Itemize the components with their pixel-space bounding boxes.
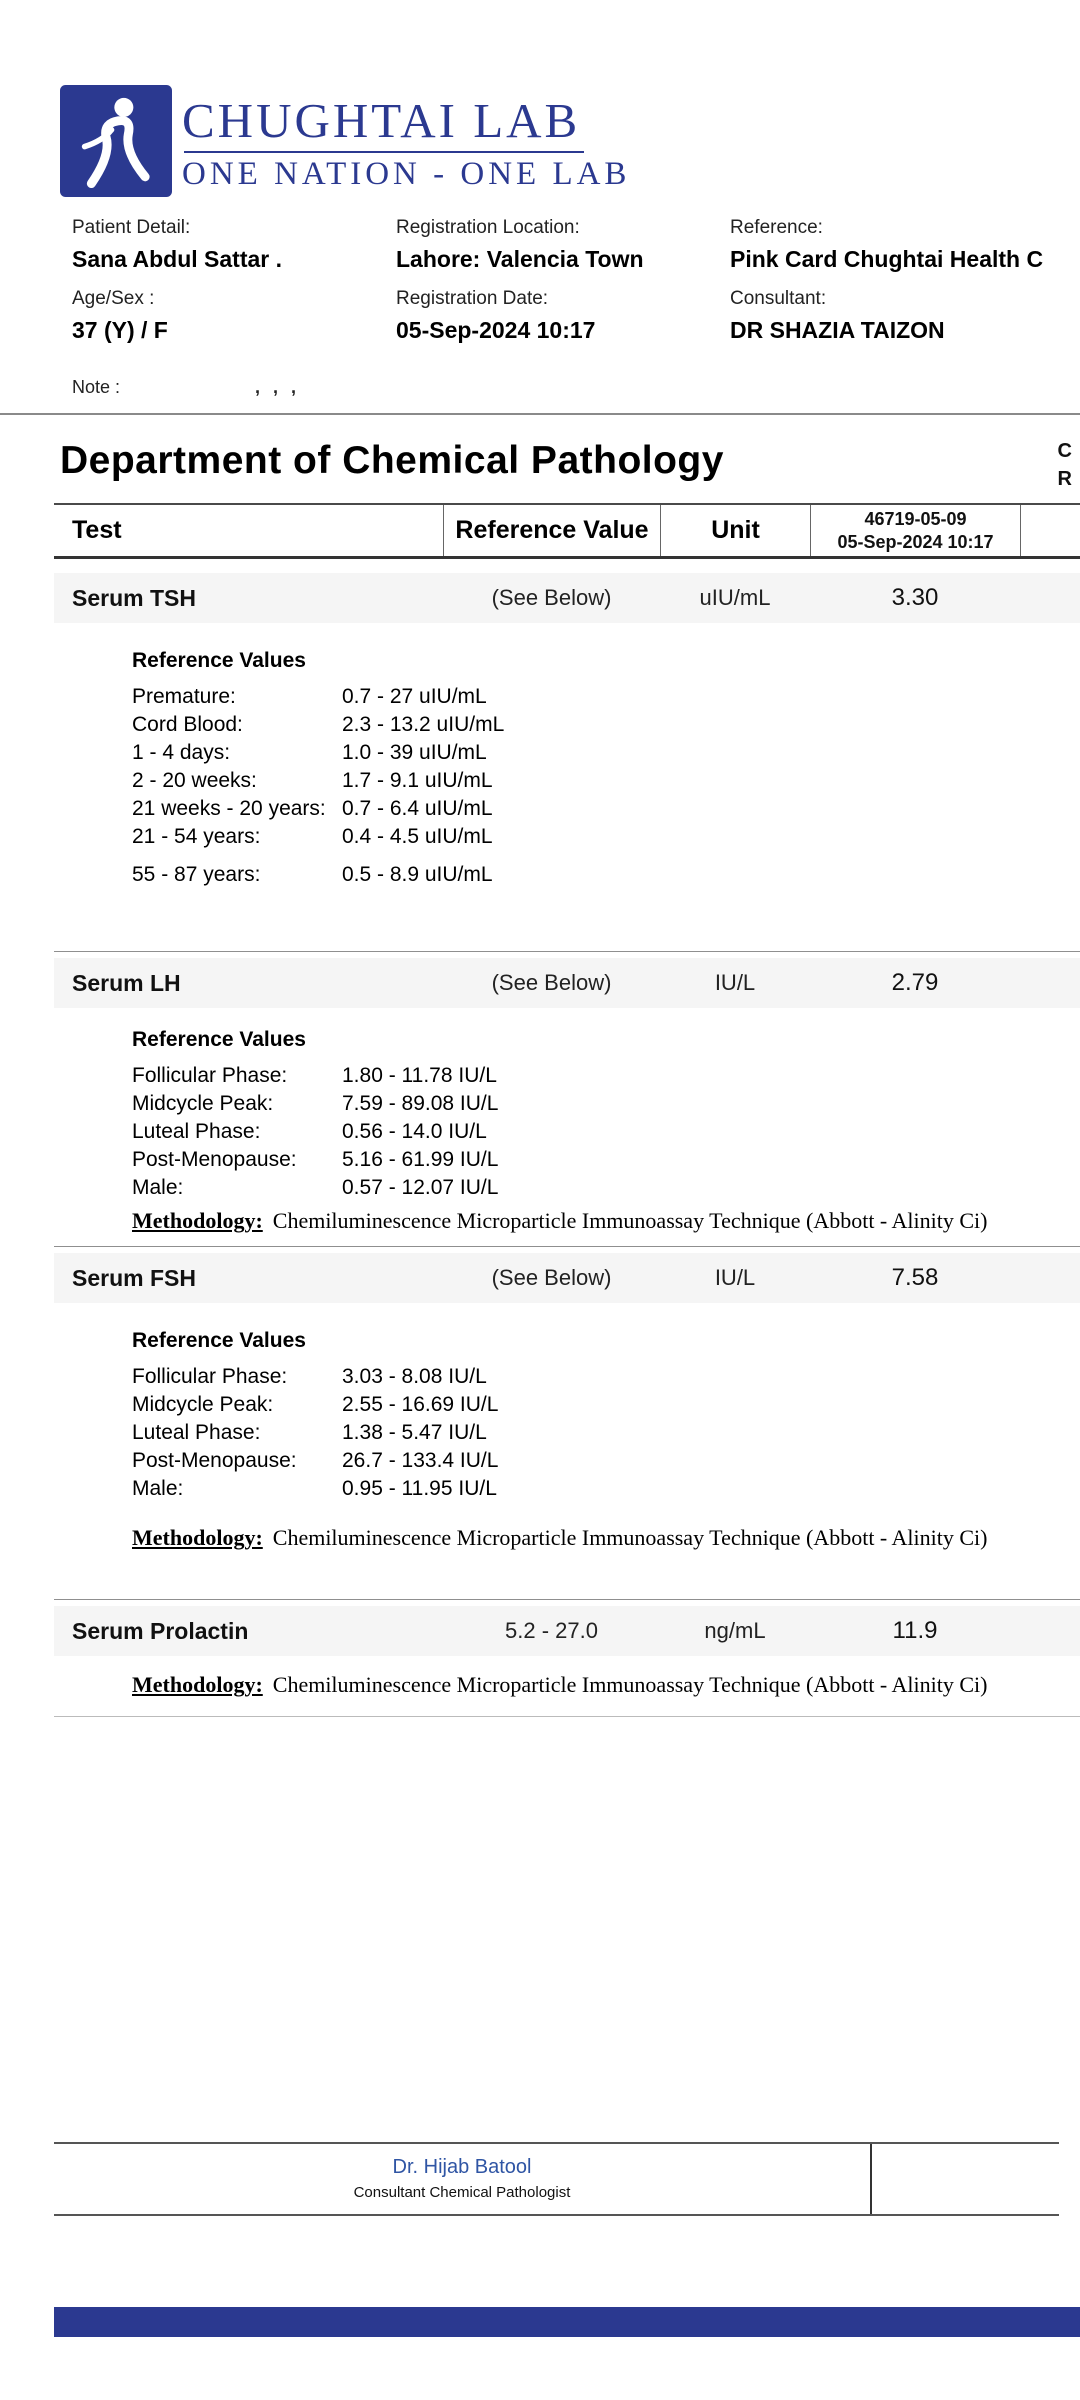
chughtai-lab-logo-icon bbox=[60, 85, 172, 197]
age-sex-label: Age/Sex : bbox=[72, 288, 155, 309]
consultant-value: DR SHAZIA TAIZON bbox=[730, 317, 945, 343]
methodology-label: Methodology: bbox=[132, 1525, 263, 1550]
reference-row: Cord Blood: 2.3 - 13.2 uIU/mL bbox=[132, 713, 505, 736]
reference-row: 55 - 87 years: 0.5 - 8.9 uIU/mL bbox=[132, 863, 493, 886]
department-heading-row bbox=[0, 415, 1080, 503]
test-name: Serum FSH bbox=[72, 1264, 196, 1291]
truncated-label-received: R bbox=[1057, 468, 1072, 490]
methodology-line bbox=[132, 1672, 1080, 1698]
reference-values-block bbox=[132, 649, 1080, 889]
column-header-test: Test bbox=[72, 516, 122, 544]
reference-values-title: Reference Values bbox=[132, 649, 306, 672]
reference-row: Male: 0.57 - 12.07 IU/L bbox=[132, 1176, 499, 1199]
column-header-cutoff bbox=[1020, 505, 1080, 556]
reference-row: 2 - 20 weeks: 1.7 - 9.1 uIU/mL bbox=[132, 769, 493, 792]
registration-date-value: 05-Sep-2024 10:17 bbox=[396, 317, 596, 343]
reference-values-block bbox=[132, 1329, 1080, 1503]
test-unit: uIU/mL bbox=[699, 585, 771, 610]
reference-row: Luteal Phase: 1.38 - 5.47 IU/L bbox=[132, 1421, 487, 1444]
reference-row: Follicular Phase: 3.03 - 8.08 IU/L bbox=[132, 1365, 487, 1388]
reference-row: Male: 0.95 - 11.95 IU/L bbox=[132, 1477, 497, 1500]
patient-info bbox=[0, 217, 1080, 375]
doctor-title: Consultant Chemical Pathologist bbox=[353, 2184, 571, 2201]
reference-row: 21 - 54 years: 0.4 - 4.5 uIU/mL bbox=[132, 825, 493, 848]
test-result: 3.30 bbox=[891, 584, 939, 611]
patient-info-col-3 bbox=[730, 217, 1080, 359]
section-end-line bbox=[54, 1716, 1080, 1717]
brand-rule bbox=[184, 151, 584, 153]
test-result: 11.9 bbox=[892, 1617, 938, 1644]
department-title: Department of Chemical Pathology bbox=[60, 439, 724, 482]
methodology-text: Chemiluminescence Microparticle Immunoassay Technique (Abbott - Alinity Ci) bbox=[272, 1208, 988, 1233]
registration-location-value: Lahore: Valencia Town bbox=[396, 246, 644, 272]
note-value: , , , bbox=[255, 377, 301, 397]
test-block-serum-fsh bbox=[54, 1246, 1080, 1551]
reference-row: Midcycle Peak: 7.59 - 89.08 IU/L bbox=[132, 1092, 499, 1115]
reference-values-title: Reference Values bbox=[132, 1028, 306, 1051]
patient-info-col-1 bbox=[72, 217, 392, 359]
methodology-line bbox=[132, 1525, 1080, 1551]
test-reference-value: (See Below) bbox=[491, 970, 612, 995]
signature-divider bbox=[870, 2144, 872, 2214]
brand-tagline: ONE NATION - ONE LAB bbox=[182, 156, 631, 192]
test-reference-value: (See Below) bbox=[491, 585, 612, 610]
patient-info-col-2 bbox=[396, 217, 726, 359]
methodology-line bbox=[132, 1208, 1080, 1234]
test-row bbox=[54, 1606, 1080, 1656]
truncated-right-column bbox=[1058, 437, 1072, 493]
reference-value: Pink Card Chughtai Health C bbox=[730, 246, 1044, 272]
test-reference-value: 5.2 - 27.0 bbox=[505, 1618, 598, 1643]
methodology-text: Chemiluminescence Microparticle Immunoassay Technique (Abbott - Alinity Ci) bbox=[272, 1525, 988, 1550]
test-separator bbox=[54, 951, 1080, 952]
test-result: 2.79 bbox=[891, 969, 939, 996]
reference-label: Reference: bbox=[730, 217, 823, 238]
table-header-row bbox=[54, 503, 1080, 559]
patient-name: Sana Abdul Sattar . bbox=[72, 246, 283, 272]
column-header-unit: Unit bbox=[660, 505, 810, 556]
reference-row: Post-Menopause: 5.16 - 61.99 IU/L bbox=[132, 1148, 499, 1171]
reference-values-title: Reference Values bbox=[132, 1329, 306, 1352]
truncated-label-collected: C bbox=[1057, 440, 1072, 462]
column-header-sample bbox=[810, 505, 1020, 556]
reference-values-block bbox=[132, 1028, 1080, 1202]
signature-block bbox=[54, 2156, 870, 2201]
sample-id: 46719-05-09 bbox=[864, 508, 967, 529]
column-header-reference-value: Reference Value bbox=[443, 505, 660, 556]
note-row bbox=[72, 377, 1080, 403]
test-result: 7.58 bbox=[891, 1264, 939, 1291]
test-block-serum-lh bbox=[54, 951, 1080, 1234]
test-name: Serum Prolactin bbox=[72, 1617, 249, 1644]
test-name: Serum LH bbox=[72, 969, 181, 996]
patient-detail-label: Patient Detail: bbox=[72, 217, 191, 238]
test-block-serum-prolactin bbox=[54, 1599, 1080, 1717]
signature-footer bbox=[54, 2142, 1059, 2216]
reference-row: 21 weeks - 20 years: 0.7 - 6.4 uIU/mL bbox=[132, 797, 493, 820]
methodology-text: Chemiluminescence Microparticle Immunoassay Technique (Abbott - Alinity Ci) bbox=[272, 1672, 988, 1697]
test-block-serum-tsh bbox=[54, 573, 1080, 889]
test-unit: ng/mL bbox=[704, 1618, 766, 1643]
test-unit: IU/L bbox=[714, 970, 756, 995]
test-row bbox=[54, 573, 1080, 623]
note-label: Note : bbox=[72, 377, 121, 397]
results-table bbox=[54, 503, 1080, 1717]
methodology-label: Methodology: bbox=[132, 1672, 263, 1697]
brand-name: CHUGHTAI LAB bbox=[182, 93, 581, 148]
consultant-label: Consultant: bbox=[730, 288, 827, 309]
methodology-label: Methodology: bbox=[132, 1208, 263, 1233]
test-separator bbox=[54, 1599, 1080, 1600]
sample-datetime: 05-Sep-2024 10:17 bbox=[837, 531, 994, 552]
registration-date-label: Registration Date: bbox=[396, 288, 549, 309]
test-name: Serum TSH bbox=[72, 584, 196, 611]
reference-row: Follicular Phase: 1.80 - 11.78 IU/L bbox=[132, 1064, 497, 1087]
reference-row: Premature: 0.7 - 27 uIU/mL bbox=[132, 685, 487, 708]
reference-row: Midcycle Peak: 2.55 - 16.69 IU/L bbox=[132, 1393, 499, 1416]
test-reference-value: (See Below) bbox=[491, 1265, 612, 1290]
reference-row: Post-Menopause: 26.7 - 133.4 IU/L bbox=[132, 1449, 499, 1472]
brand-wordmark bbox=[182, 85, 630, 192]
test-unit: IU/L bbox=[714, 1265, 756, 1290]
reference-row: Luteal Phase: 0.56 - 14.0 IU/L bbox=[132, 1120, 487, 1143]
test-row bbox=[54, 1253, 1080, 1303]
registration-location-label: Registration Location: bbox=[396, 217, 580, 238]
test-row bbox=[54, 958, 1080, 1008]
test-separator bbox=[54, 1246, 1080, 1247]
age-sex-value: 37 (Y) / F bbox=[72, 317, 168, 343]
brand-header bbox=[60, 85, 1080, 197]
bottom-brand-bar bbox=[54, 2307, 1080, 2337]
doctor-name: Dr. Hijab Batool bbox=[392, 2156, 532, 2178]
reference-row: 1 - 4 days: 1.0 - 39 uIU/mL bbox=[132, 741, 487, 764]
